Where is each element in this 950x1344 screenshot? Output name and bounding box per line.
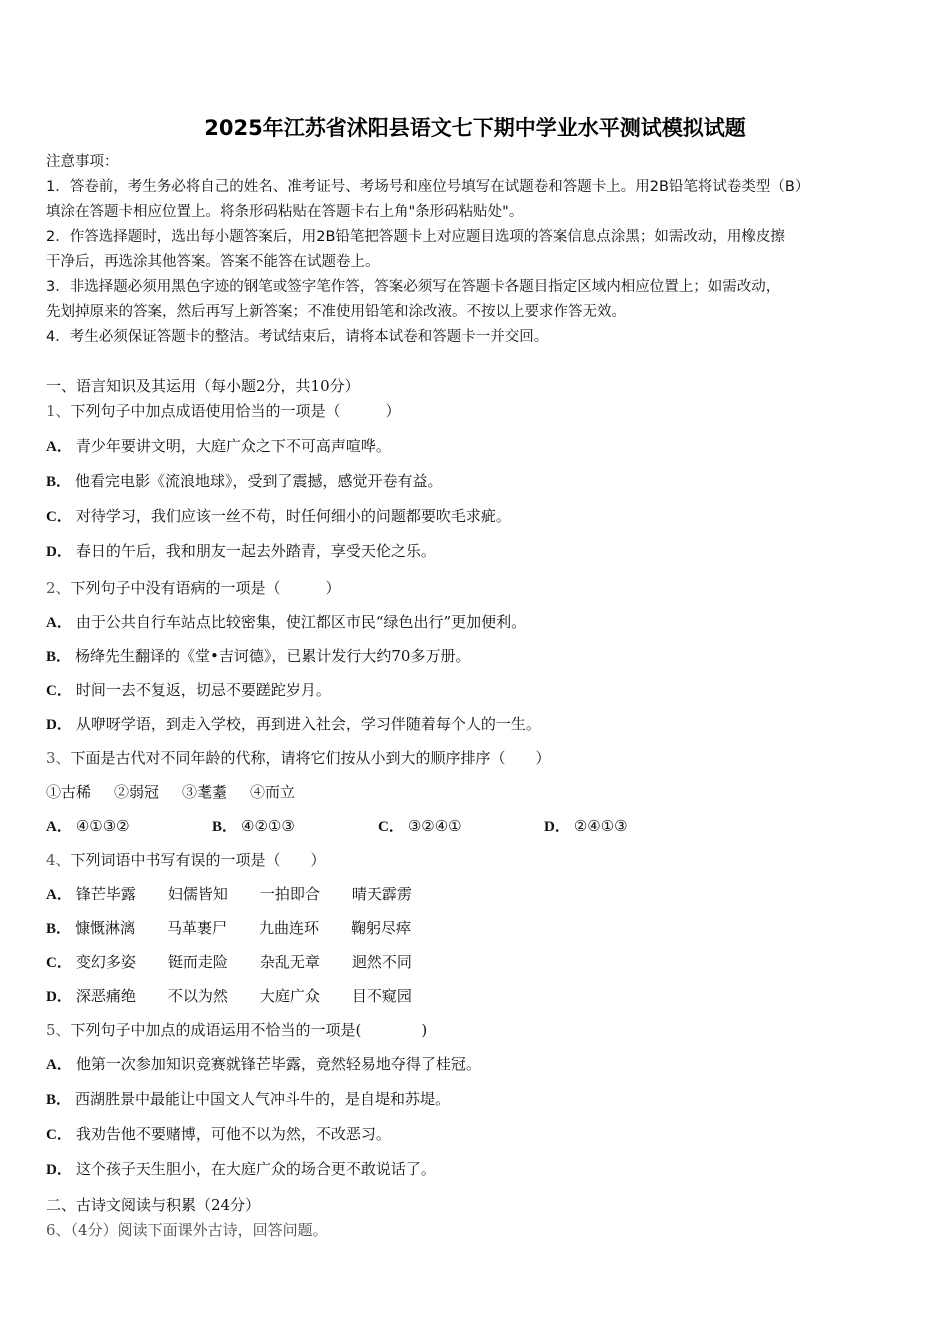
- q3-option-c: [378, 816, 544, 837]
- option-text: 杨绛先生翻译的《堂•吉诃德》，已累计发行大约70多万册。: [75, 647, 471, 665]
- word: 马革裹尸: [167, 919, 228, 937]
- option-letter: A．: [46, 819, 72, 835]
- word: 一拍即合: [259, 885, 320, 903]
- question-number: 6、: [46, 1221, 71, 1239]
- q3-options: [46, 816, 710, 837]
- page-title: 2025年江苏省沭阳县语文七下期中学业水平测试模拟试题: [204, 116, 746, 140]
- question-number: 5、: [46, 1021, 71, 1039]
- word: 大庭广众: [259, 987, 320, 1005]
- option-letter: B．: [46, 649, 72, 665]
- notice-line-1: 1．答卷前，考生务必将自己的姓名、准考证号、考场号和座位号填写在试题卷和答题卡上。用2B铅笔将试卷类型（B）: [46, 179, 810, 195]
- option-text: 我劝告他不要赌博，可他不以为然，不改恶习。: [75, 1125, 391, 1143]
- question-number: 1、: [46, 402, 71, 420]
- option-letter: A．: [46, 887, 72, 903]
- question-1-stem: [46, 401, 401, 421]
- option-text: 春日的午后，我和朋友一起去外踏青，享受天伦之乐。: [75, 542, 436, 560]
- word: 慷慨淋漓: [75, 919, 136, 937]
- section-1-heading: 一、语言知识及其运用（每小题2分，共10分）: [46, 377, 360, 395]
- question-text: 下列句子中加点的成语运用不恰当的一项是( ): [70, 1021, 428, 1039]
- option-text: 对待学习，我们应该一丝不苟，时任何细小的问题都要吹毛求疵。: [75, 507, 511, 525]
- word: 晴天霹雳: [351, 885, 412, 903]
- word: 锋芒毕露: [75, 885, 136, 903]
- q2-option-d: [46, 714, 541, 735]
- q1-option-a: [46, 436, 391, 457]
- word: 变幻多姿: [75, 953, 136, 971]
- notice-line-7: 4．考生必须保证答题卡的整洁。考试结束后，请将本试卷和答题卡一并交回。: [46, 329, 549, 345]
- word: 鞠躬尽瘁: [351, 919, 412, 937]
- question-4-stem: [46, 850, 326, 870]
- option-letter: C．: [378, 819, 404, 835]
- option-letter: B．: [46, 474, 72, 490]
- question-number: 4、: [46, 851, 71, 869]
- q4-option-d: [46, 986, 444, 1007]
- q4-option-c: [46, 952, 444, 973]
- q3-option-a: [46, 816, 212, 837]
- word: 目不窥园: [351, 987, 412, 1005]
- question-text: 下列词语中书写有误的一项是（ ）: [70, 851, 326, 869]
- option-text: 由于公共自行车站点比较密集，使江都区市民“绿色出行”更加便利。: [75, 613, 527, 631]
- option-text: 时间一去不复返，切忌不要蹉跎岁月。: [75, 681, 331, 699]
- question-text: 下面是古代对不同年龄的代称，请将它们按从小到大的顺序排序（ ）: [70, 749, 551, 767]
- q1-option-d: [46, 541, 436, 562]
- option-letter: D．: [46, 1162, 72, 1178]
- question-number: 3、: [46, 749, 71, 767]
- notice-line-6: 先划掉原来的答案，然后再写上新答案；不准使用铅笔和涂改液。不按以上要求作答无效。: [46, 304, 626, 320]
- option-letter: A．: [46, 439, 72, 455]
- q4-option-b: [46, 918, 443, 939]
- q3-items: [46, 782, 318, 802]
- q5-option-d: [46, 1159, 436, 1180]
- q2-option-a: [46, 612, 526, 633]
- question-number: 2、: [46, 579, 71, 597]
- q5-option-b: [46, 1089, 450, 1110]
- option-text: 从咿呀学语，到走入学校，再到进入社会，学习伴随着每个人的一生。: [75, 715, 541, 733]
- word: 迥然不同: [351, 953, 412, 971]
- option-text: 他看完电影《流浪地球》，受到了震撼，感觉开卷有益。: [75, 472, 443, 490]
- option-letter: C．: [46, 1127, 72, 1143]
- question-6-stem: [46, 1220, 328, 1240]
- option-letter: C．: [46, 683, 72, 699]
- notice-line-5: 3．非选择题必须用黑色字迹的钢笔或签字笔作答，答案必须写在答题卡各题目指定区域内相应位置上；如需改动，: [46, 279, 781, 295]
- option-text: ④②①③: [241, 817, 295, 835]
- option-text: 这个孩子天生胆小，在大庭广众的场合更不敢说话了。: [75, 1160, 436, 1178]
- word: 九曲连环: [259, 919, 320, 937]
- question-text: 下列句子中加点成语使用恰当的一项是（ ）: [70, 402, 401, 420]
- option-letter: D．: [544, 819, 570, 835]
- notice-heading: 注意事项：: [46, 154, 119, 170]
- word: 深恶痛绝: [75, 987, 136, 1005]
- option-letter: D．: [46, 989, 72, 1005]
- q3-option-b: [212, 816, 378, 837]
- q3-item-3: ③耄耋: [182, 783, 228, 801]
- q3-item-1: ①古稀: [46, 783, 92, 801]
- option-letter: D．: [46, 717, 72, 733]
- option-letter: C．: [46, 955, 72, 971]
- option-text: 西湖胜景中最能让中国文人气冲斗牛的，是自堤和苏堤。: [75, 1090, 451, 1108]
- q3-option-d: [544, 816, 710, 837]
- option-letter: B．: [46, 1092, 72, 1108]
- option-text: ③②④①: [407, 817, 462, 835]
- option-text: 他第一次参加知识竞赛就锋芒毕露，竟然轻易地夺得了桂冠。: [75, 1055, 481, 1073]
- option-letter: B．: [46, 921, 72, 937]
- q5-option-a: [46, 1054, 481, 1075]
- notice-line-3: 2．作答选择题时，选出每小题答案后，用2B铅笔把答题卡上对应题目选项的答案信息点涂黑；如需改动，用橡皮擦: [46, 229, 785, 245]
- question-text: 下列句子中没有语病的一项是（ ）: [70, 579, 341, 597]
- q3-item-2: ②弱冠: [114, 783, 160, 801]
- option-letter: D．: [46, 544, 72, 560]
- word: 不以为然: [167, 987, 228, 1005]
- question-5-stem: [46, 1020, 427, 1040]
- word: 杂乱无章: [259, 953, 320, 971]
- question-2-stem: [46, 578, 341, 598]
- option-text: ④①③②: [75, 817, 130, 835]
- word: 铤而走险: [167, 953, 228, 971]
- option-letter: C．: [46, 509, 72, 525]
- question-3-stem: [46, 748, 551, 768]
- option-letter: A．: [46, 615, 72, 631]
- question-text: （4分）阅读下面课外古诗，回答问题。: [70, 1221, 328, 1239]
- option-text: ②④①③: [573, 817, 628, 835]
- word: 妇儒皆知: [167, 885, 228, 903]
- option-letter: B．: [212, 819, 238, 835]
- q1-option-b: [46, 471, 443, 492]
- option-text: 青少年要讲文明，大庭广众之下不可高声喧哗。: [75, 437, 391, 455]
- notice-line-2: 填涂在答题卡相应位置上。将条形码粘贴在答题卡右上角"条形码粘贴处"。: [46, 204, 524, 220]
- section-2-heading: 二、古诗文阅读与积累（24分）: [46, 1196, 261, 1214]
- q2-option-b: [46, 646, 470, 667]
- q2-option-c: [46, 680, 331, 701]
- q4-option-a: [46, 884, 444, 905]
- q3-item-4: ④而立: [250, 783, 296, 801]
- q1-option-c: [46, 506, 511, 527]
- notice-line-4: 干净后，再选涂其他答案。答案不能答在试题卷上。: [46, 254, 380, 270]
- option-letter: A．: [46, 1057, 72, 1073]
- q5-option-c: [46, 1124, 391, 1145]
